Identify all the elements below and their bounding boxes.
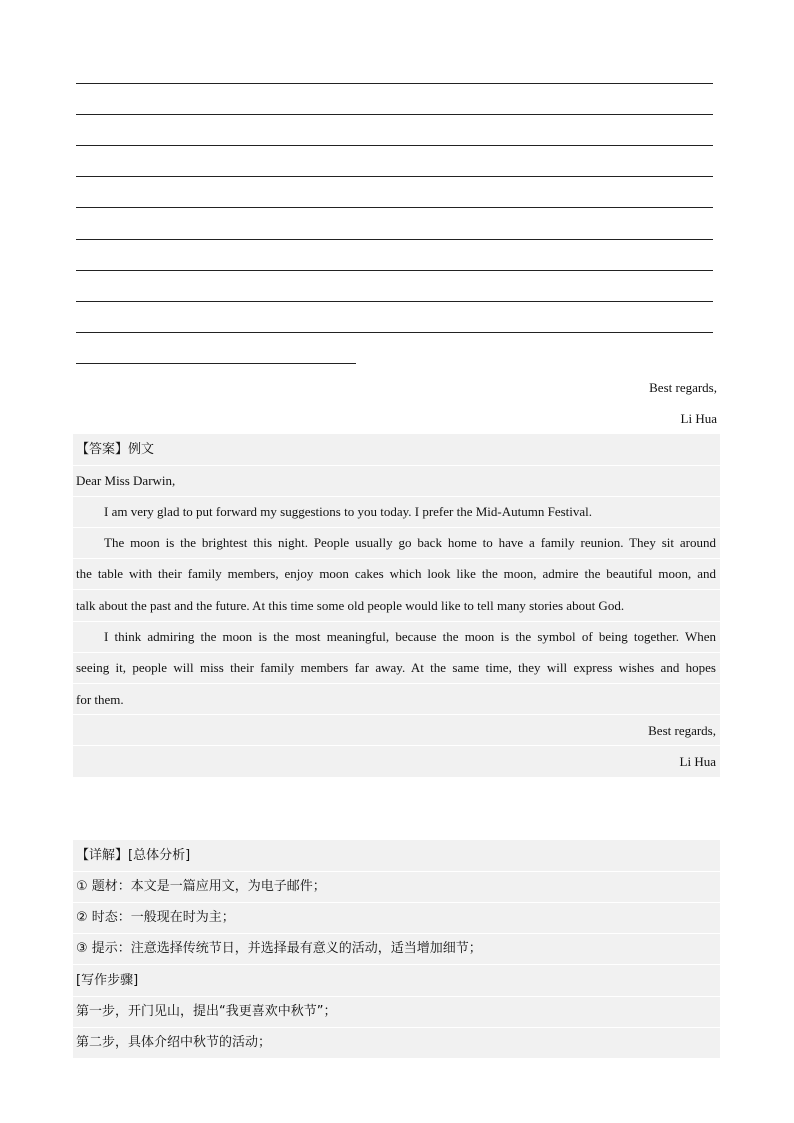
writing-line (76, 83, 713, 84)
analysis-item: ① 题材：本文是一篇应用文，为电子邮件； (76, 879, 326, 894)
writing-line (76, 145, 713, 146)
writing-line (76, 270, 713, 271)
closing-regards: Best regards, (649, 380, 717, 395)
analysis-item: 第二步，具体介绍中秋节的活动； (76, 1035, 272, 1050)
closing-name: Li Hua (680, 411, 717, 426)
answer-line: the table with their family members, enjoy moon cakes which look like the moon, admire the beautiful moon, and (76, 566, 716, 581)
writing-line-short (76, 363, 356, 364)
answer-header: 【答案】例文 (76, 442, 155, 457)
writing-line (76, 207, 713, 208)
analysis-item: ③ 提示：注意选择传统节日，并选择最有意义的活动，适当增加细节； (76, 941, 482, 956)
answer-line: for them. (76, 692, 124, 707)
writing-line (76, 332, 713, 333)
writing-line (76, 176, 713, 177)
answer-name: Li Hua (679, 754, 716, 769)
answer-line: talk about the past and the future. At this time some old people would like to tell many stories about God. (76, 598, 625, 613)
answer-greeting: Dear Miss Darwin, (76, 473, 176, 488)
analysis-item: ② 时态：一般现在时为主； (76, 910, 235, 925)
writing-line (76, 114, 713, 115)
answer-regards: Best regards, (648, 723, 716, 738)
analysis-header: 【详解】[总体分析] (76, 848, 191, 863)
analysis-item: 第一步，开门见山，提出“我更喜欢中秋节”； (76, 1004, 337, 1019)
answer-line: seeing it, people will miss their family members far away. At the same time, they will express wishes and hopes (76, 660, 716, 675)
analysis-item: [写作步骤] (76, 973, 139, 988)
answer-line: The moon is the brightest this night. People usually go back home to have a family reunion. They sit around (104, 535, 716, 550)
writing-line (76, 239, 713, 240)
answer-line: I am very glad to put forward my suggestions to you today. I prefer the Mid-Autumn Festival. (104, 504, 593, 519)
writing-line (76, 301, 713, 302)
answer-line: I think admiring the moon is the most meaningful, because the moon is the symbol of being together. When (104, 629, 716, 644)
